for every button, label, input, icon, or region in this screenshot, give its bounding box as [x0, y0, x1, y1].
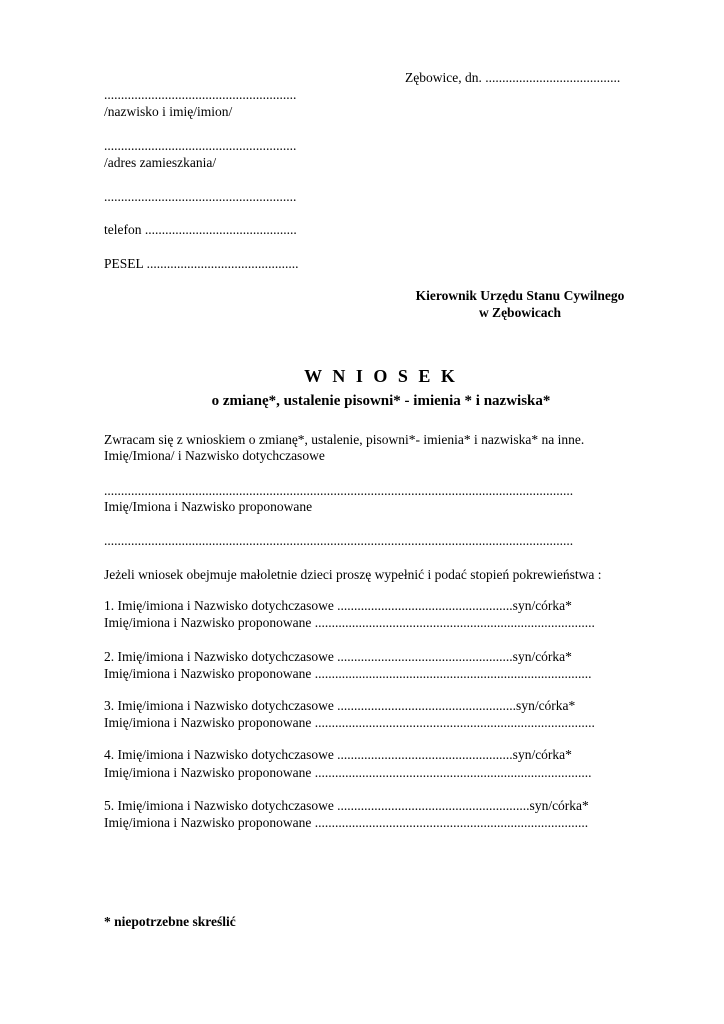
document-subtitle: o zmianę*, ustalenie pisowni* - imienia * i nazwiska* [211, 393, 551, 409]
child-4-proposed: Imię/imiona i Nazwisko proponowane .................................................................................. [104, 765, 592, 780]
document-title: W N I O S E K [304, 366, 458, 386]
proposed-name-line: ........................................................................................................................................... [104, 533, 574, 548]
request-line: Zwracam się z wnioskiem o zmianę*, ustalenie, pisowni*- imienia* i nazwiska* na inne. [104, 432, 585, 447]
applicant-address-line-2: ......................................................... [104, 189, 297, 204]
child-2-current: 2. Imię/imiona i Nazwisko dotychczasowe ....................................................syn/córka* [104, 649, 572, 664]
child-1-current: 1. Imię/imiona i Nazwisko dotychczasowe ....................................................syn/córka* [104, 598, 572, 613]
child-5-current: 5. Imię/imiona i Nazwisko dotychczasowe .........................................................syn/córka* [104, 798, 589, 813]
place-date-line: Zębowice, dn. ........................................ [405, 70, 621, 85]
recipient-line-2: w Zębowicach [478, 305, 562, 320]
children-intro: Jeżeli wniosek obejmuje małoletnie dzieci proszę wypełnić i podać stopień pokrewieństwa : [104, 567, 602, 582]
applicant-address-line: ......................................................... [104, 138, 297, 153]
child-1-proposed: Imię/imiona i Nazwisko proponowane ................................................................................... [104, 615, 595, 630]
current-name-line: ........................................................................................................................................... [104, 483, 574, 498]
child-2-proposed: Imię/imiona i Nazwisko proponowane .................................................................................. [104, 666, 592, 681]
applicant-address-label: /adres zamieszkania/ [104, 155, 217, 170]
footnote-strike-unnecessary: * niepotrzebne skreślić [104, 914, 236, 929]
current-name-label: Imię/Imiona/ i Nazwisko dotychczasowe [104, 448, 325, 463]
applicant-pesel: PESEL ............................................. [104, 256, 299, 271]
proposed-name-label: Imię/Imiona i Nazwisko proponowane [104, 499, 313, 514]
applicant-name-line: ......................................................... [104, 87, 297, 102]
child-3-current: 3. Imię/imiona i Nazwisko dotychczasowe .....................................................syn/córka* [104, 698, 576, 713]
child-5-proposed: Imię/imiona i Nazwisko proponowane ................................................................................. [104, 815, 589, 830]
child-4-current: 4. Imię/imiona i Nazwisko dotychczasowe ....................................................syn/córka* [104, 747, 572, 762]
child-3-proposed: Imię/imiona i Nazwisko proponowane ................................................................................... [104, 715, 595, 730]
recipient-line-1: Kierownik Urzędu Stanu Cywilnego [415, 288, 625, 303]
applicant-phone: telefon ............................................. [104, 222, 297, 237]
applicant-name-label: /nazwisko i imię/imion/ [104, 104, 233, 119]
